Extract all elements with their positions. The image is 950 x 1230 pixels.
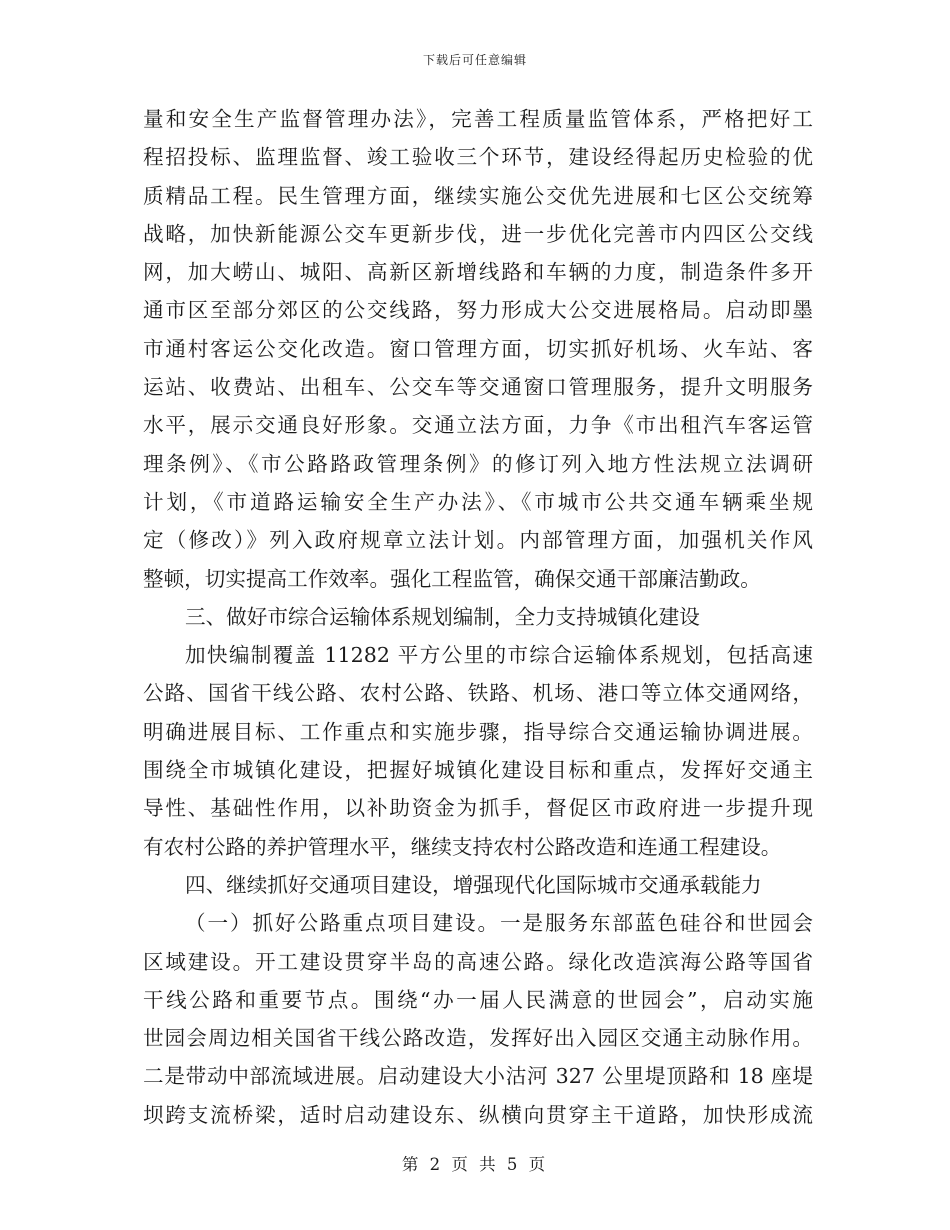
text-line: 明确进展目标、工作重点和实施步骤，指导综合交通运输协调进展。: [143, 719, 813, 744]
text-line: 围绕全市城镇化建设，把握好城镇化建设目标和重点，发挥好交通主: [143, 758, 813, 783]
document-body: [143, 100, 813, 1134]
text-line: 量和安全生产监督管理办法》，完善工程质量监管体系，严格把好工: [143, 107, 813, 131]
text-line: 二是带动中部流域进展。启动建设大小沽河 327 公里堤顶路和 18 座堤: [143, 1064, 813, 1089]
text-line: 战略，加快新能源公交车更新步伐，进一步优化完善市内四区公交线: [143, 221, 813, 246]
text-line: 干线公路和重要节点。围绕“办一届人民满意的世园会”，启动实施: [143, 987, 813, 1012]
text-line: 区域建设。开工建设贯穿半岛的高速公路。绿化改造滨海公路等国省: [143, 949, 813, 974]
text-line: 计划，《市道路运输安全生产办法》、《市城市公共交通车辆乘坐规: [143, 489, 813, 514]
text-line: 公路、国省干线公路、农村公路、铁路、机场、港口等立体交通网络，: [143, 681, 813, 706]
text-line: 定（修改）》列入政府规章立法计划。内部管理方面，加强机关作风: [143, 528, 813, 553]
text-line: 理条例》、《市公路路政管理条例》的修订列入地方性法规立法调研: [143, 451, 813, 476]
text-line: 通市区至部分郊区的公交线路，努力形成大公交进展格局。启动即墨: [143, 298, 813, 323]
page-header: 下载后可任意编辑: [422, 53, 527, 67]
text-line: 质精品工程。民生管理方面，继续实施公交优先进展和七区公交统筹: [143, 183, 813, 208]
text-line: 加快编制覆盖 11282 平方公里的市综合运输体系规划，包括高速: [185, 643, 813, 668]
text-line: 程招投标、监理监督、竣工验收三个环节，建设经得起历史检验的优: [143, 145, 813, 170]
text-line: 坝跨支流桥梁，适时启动建设东、纵横向贯穿主干道路，加快形成流: [143, 1102, 813, 1127]
text-line: 整顿，切实提高工作效率。强化工程监管，确保交通干部廉洁勤政。: [143, 566, 761, 591]
text-line: 市通村客运公交化改造。窗口管理方面，切实抓好机场、火车站、客: [143, 336, 813, 361]
text-line: 网，加大崂山、城阳、高新区新增线路和车辆的力度，制造条件多开: [143, 260, 813, 285]
page-footer: 第 2 页 共 5 页: [401, 1155, 549, 1174]
text-line: 世园会周边相关国省干线公路改造，发挥好出入园区交通主动脉作用。: [143, 1026, 813, 1051]
section-heading-4: 四、继续抓好交通项目建设，增强现代化国际城市交通承载能力: [185, 872, 762, 897]
text-line: 运站、收费站、出租车、公交车等交通窗口管理服务，提升文明服务: [143, 375, 813, 400]
text-line: （一）抓好公路重点项目建设。一是服务东部蓝色硅谷和世园会: [185, 911, 813, 936]
section-heading-3: 三、做好市综合运输体系规划编制，全力支持城镇化建设: [185, 604, 700, 629]
text-line: 水平，展示交通良好形象。交通立法方面，力争《市出租汽车客运管: [143, 413, 813, 438]
text-line: 有农村公路的养护管理水平，继续支持农村公路改造和连通工程建设。: [143, 834, 782, 859]
text-line: 导性、基础性作用，以补助资金为抓手，督促区市政府进一步提升现: [143, 796, 813, 821]
